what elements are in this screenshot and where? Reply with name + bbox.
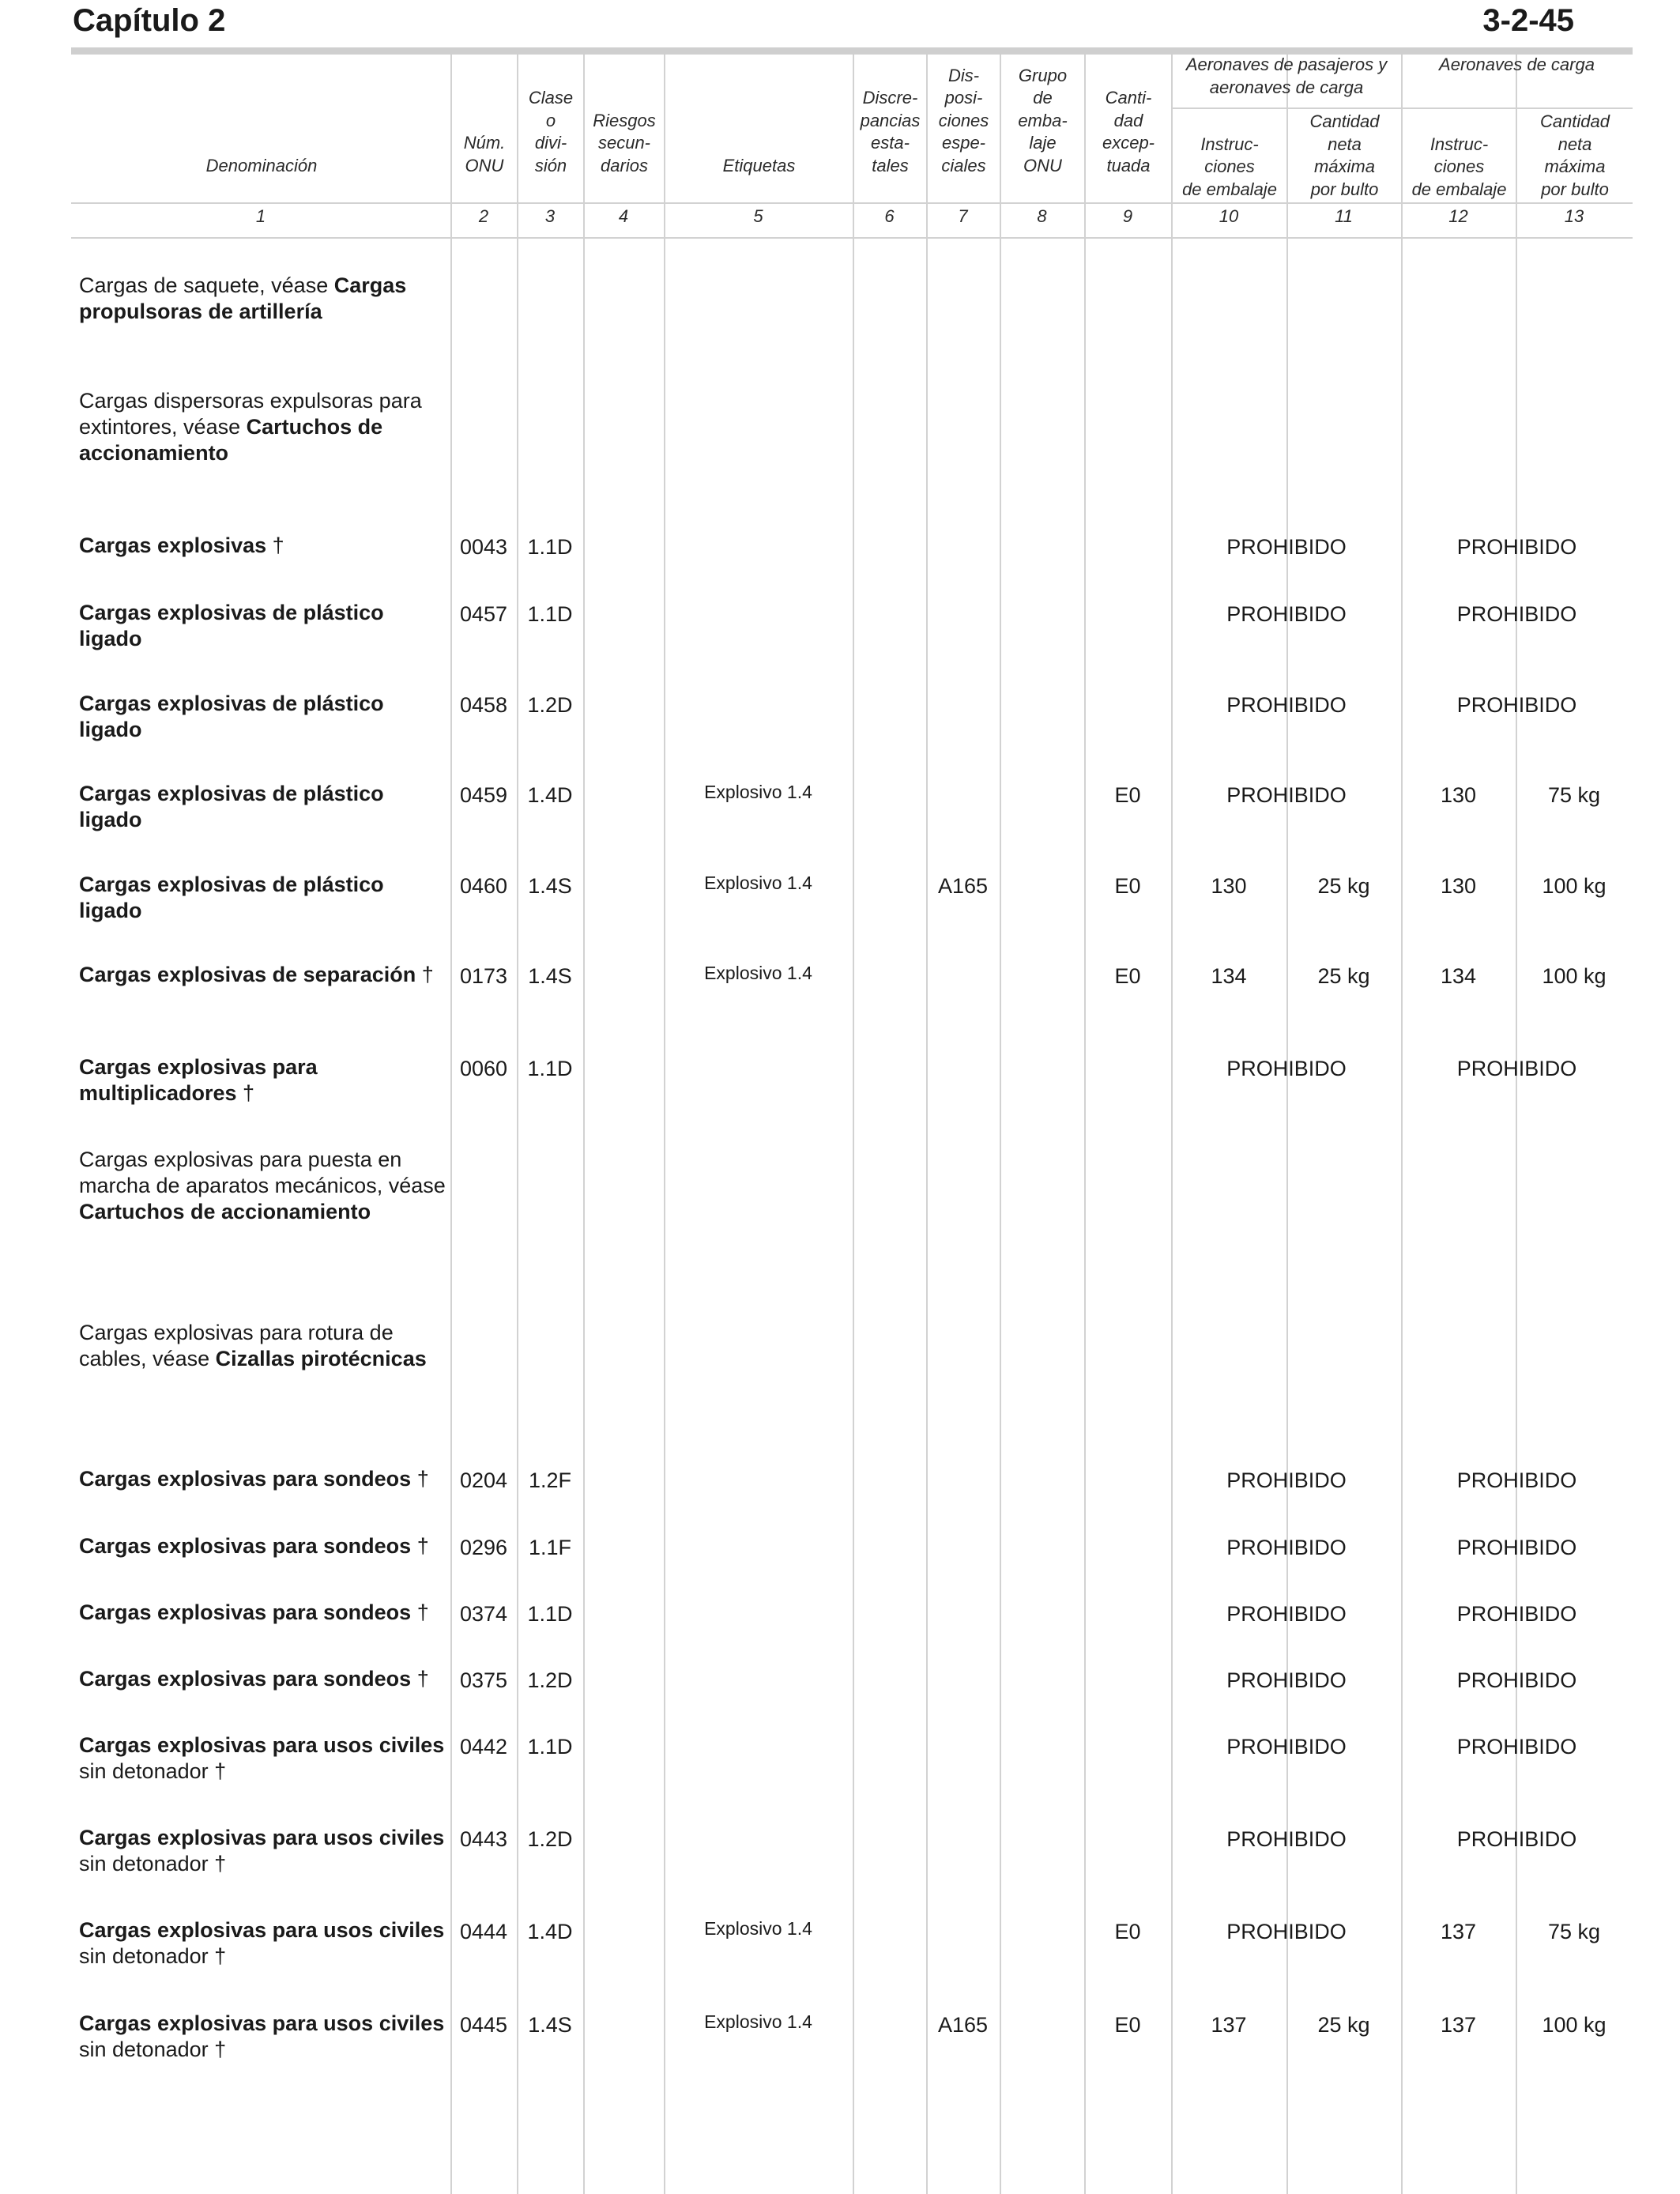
column-number: 9: [1122, 206, 1133, 226]
group-header-pax: Aeronaves de pasajeros y aeronaves de carga: [1185, 55, 1388, 97]
class-division: 1.4S: [528, 964, 572, 988]
entry-name: Cargas explosivas para sondeos †: [79, 1534, 429, 1558]
cargo-prohibited: PROHIBIDO: [1456, 1827, 1577, 1851]
class-division: 1.1F: [528, 1536, 572, 1559]
column-divider: [1286, 55, 1288, 2194]
class-division: 1.1D: [527, 1735, 573, 1759]
pax-prohibited: PROHIBIDO: [1226, 1057, 1347, 1080]
entry-name: Cargas explosivas para rotura de cables, véase Cizallas pirotécnicas: [79, 1321, 427, 1370]
column-header: Riesgos secun- darios: [593, 110, 656, 175]
entry-name: Cargas explosivas para usos civiles sin detonador †: [79, 1918, 445, 1968]
un-number: 0043: [459, 535, 508, 559]
column-number: 7: [958, 206, 968, 226]
column-divider: [664, 55, 665, 2194]
class-division: 1.1D: [527, 602, 573, 626]
class-division: 1.4S: [528, 874, 572, 898]
class-division: 1.4D: [527, 783, 573, 807]
column-number: 10: [1219, 206, 1239, 226]
un-number: 0060: [459, 1057, 508, 1080]
un-number: 0375: [459, 1668, 508, 1692]
cargo-prohibited: PROHIBIDO: [1456, 1602, 1577, 1626]
cargo-prohibited: PROHIBIDO: [1456, 535, 1577, 559]
entry-name: Cargas explosivas †: [79, 533, 284, 557]
entry-name: Cargas explosivas para sondeos †: [79, 1667, 429, 1691]
excepted-quantity: E0: [1114, 2013, 1141, 2037]
un-number: 0457: [459, 602, 508, 626]
un-number: 0442: [459, 1735, 508, 1759]
cargo-prohibited: PROHIBIDO: [1456, 1536, 1577, 1559]
pax-prohibited: PROHIBIDO: [1226, 1668, 1347, 1692]
cargo-packing-instruction: 130: [1440, 874, 1477, 898]
header-bottom-rule: [71, 202, 1633, 204]
group-header-cargo: Aeronaves de carga: [1439, 55, 1595, 74]
column-divider: [926, 55, 928, 2194]
cargo-prohibited: PROHIBIDO: [1456, 693, 1577, 717]
label-cell: Explosivo 1.4: [704, 1918, 812, 1939]
column-divider: [517, 55, 518, 2194]
column-divider: [450, 55, 452, 2194]
excepted-quantity: E0: [1114, 1920, 1141, 1943]
column-number: 6: [884, 206, 895, 226]
column-header: Cantidad neta máxima por bulto: [1539, 111, 1610, 199]
class-division: 1.1D: [527, 1057, 573, 1080]
cargo-max-quantity: 100 kg: [1542, 2013, 1607, 2037]
entry-name: Cargas explosivas de plástico ligado: [79, 601, 384, 650]
cargo-prohibited: PROHIBIDO: [1456, 1468, 1577, 1492]
class-division: 1.2D: [527, 1668, 573, 1692]
un-number: 0443: [459, 1827, 508, 1851]
pax-max-quantity: 25 kg: [1317, 874, 1370, 898]
entry-name: Cargas explosivas para usos civiles sin detonador †: [79, 2011, 445, 2061]
page-header: [71, 0, 1609, 47]
pax-prohibited: PROHIBIDO: [1226, 1536, 1347, 1559]
excepted-quantity: E0: [1114, 783, 1141, 807]
column-divider: [1401, 55, 1403, 2194]
group-header-rule: [1171, 107, 1633, 109]
class-division: 1.1D: [527, 535, 573, 559]
entry-name: Cargas explosivas para usos civiles sin detonador †: [79, 1826, 445, 1875]
pax-prohibited: PROHIBIDO: [1226, 1827, 1347, 1851]
column-divider: [1171, 55, 1173, 2194]
pax-packing-instruction: 134: [1211, 964, 1247, 988]
cargo-prohibited: PROHIBIDO: [1456, 1057, 1577, 1080]
excepted-quantity: E0: [1114, 874, 1141, 898]
entry-name: Cargas explosivas de plástico ligado: [79, 873, 384, 922]
column-header: Discre- pancias esta- tales: [860, 88, 921, 175]
column-divider: [1516, 55, 1517, 2194]
entry-name: Cargas explosivas de separación †: [79, 963, 434, 986]
label-cell: Explosivo 1.4: [704, 873, 812, 893]
column-header: Grupo de emba- laje ONU: [1018, 65, 1068, 175]
pax-prohibited: PROHIBIDO: [1226, 535, 1347, 559]
column-header: Cantidad neta máxima por bulto: [1309, 111, 1380, 199]
label-cell: Explosivo 1.4: [704, 782, 812, 802]
entry-name: Cargas explosivas para puesta en marcha de aparatos mecánicos, véase Cartuchos de accionamiento: [79, 1148, 446, 1223]
cargo-packing-instruction: 130: [1440, 783, 1477, 807]
page-number: 3-2-45: [1482, 3, 1574, 38]
column-number: 1: [255, 206, 266, 226]
cargo-prohibited: PROHIBIDO: [1456, 1668, 1577, 1692]
column-header: Denominación: [205, 155, 318, 175]
un-number: 0374: [459, 1602, 508, 1626]
column-number: 13: [1564, 206, 1584, 226]
entry-name: Cargas explosivas para multiplicadores †: [79, 1055, 318, 1105]
cargo-prohibited: PROHIBIDO: [1456, 1735, 1577, 1759]
entry-name: Cargas explosivas de plástico ligado: [79, 692, 384, 741]
cargo-max-quantity: 75 kg: [1547, 1920, 1601, 1943]
pax-packing-instruction: 130: [1211, 874, 1247, 898]
class-division: 1.4S: [528, 2013, 572, 2037]
column-number: 5: [753, 206, 763, 226]
column-divider: [853, 55, 854, 2194]
label-cell: Explosivo 1.4: [704, 963, 812, 983]
un-number: 0204: [459, 1468, 508, 1492]
column-header: Canti- dad excep- tuada: [1102, 88, 1155, 175]
entry-name: Cargas explosivas para sondeos †: [79, 1467, 429, 1491]
class-division: 1.1D: [527, 1602, 573, 1626]
cargo-max-quantity: 100 kg: [1542, 964, 1607, 988]
entry-name: Cargas dispersoras expulsoras para extintores, véase Cartuchos de accionamiento: [79, 389, 422, 465]
column-number: 11: [1335, 206, 1353, 226]
pax-packing-instruction: 137: [1211, 2013, 1247, 2037]
column-divider: [1000, 55, 1001, 2194]
pax-prohibited: PROHIBIDO: [1226, 1920, 1347, 1943]
column-number: 2: [478, 206, 489, 226]
cargo-max-quantity: 100 kg: [1542, 874, 1607, 898]
entry-name: Cargas de saquete, véase Cargas propulsoras de artillería: [79, 273, 407, 323]
pax-prohibited: PROHIBIDO: [1226, 1468, 1347, 1492]
un-number: 0459: [459, 783, 508, 807]
column-number: 3: [544, 206, 556, 226]
column-header: Instruc- ciones de embalaje: [1411, 134, 1507, 199]
class-division: 1.4D: [527, 1920, 573, 1943]
column-number: 8: [1037, 206, 1047, 226]
column-header: Etiquetas: [722, 155, 796, 175]
special-provision: A165: [937, 874, 989, 898]
class-division: 1.2D: [527, 693, 573, 717]
pax-prohibited: PROHIBIDO: [1226, 783, 1347, 807]
column-number-rule: [71, 237, 1633, 239]
un-number: 0460: [459, 874, 508, 898]
pax-prohibited: PROHIBIDO: [1226, 602, 1347, 626]
column-number: 4: [618, 206, 629, 226]
special-provision: A165: [937, 2013, 989, 2037]
entry-name: Cargas explosivas para usos civiles sin detonador †: [79, 1733, 445, 1783]
column-header: Núm. ONU: [463, 133, 506, 175]
pax-prohibited: PROHIBIDO: [1226, 693, 1347, 717]
cargo-packing-instruction: 137: [1440, 2013, 1477, 2037]
pax-max-quantity: 25 kg: [1317, 2013, 1370, 2037]
class-division: 1.2F: [528, 1468, 572, 1492]
column-header: Instruc- ciones de embalaje: [1182, 134, 1277, 199]
un-number: 0296: [459, 1536, 508, 1559]
un-number: 0445: [459, 2013, 508, 2037]
cargo-prohibited: PROHIBIDO: [1456, 602, 1577, 626]
cargo-packing-instruction: 137: [1440, 1920, 1477, 1943]
column-number: 12: [1448, 206, 1468, 226]
pax-prohibited: PROHIBIDO: [1226, 1602, 1347, 1626]
entry-name: Cargas explosivas para sondeos †: [79, 1600, 429, 1624]
un-number: 0173: [459, 964, 508, 988]
label-cell: Explosivo 1.4: [704, 2011, 812, 2032]
excepted-quantity: E0: [1114, 964, 1141, 988]
un-number: 0458: [459, 693, 508, 717]
column-header: Clase o divi- sión: [528, 88, 574, 175]
cargo-max-quantity: 75 kg: [1547, 783, 1601, 807]
chapter-title: Capítulo 2: [73, 3, 226, 38]
column-header: Dis- posi- ciones espe- ciales: [938, 65, 989, 175]
un-number: 0444: [459, 1920, 508, 1943]
pax-prohibited: PROHIBIDO: [1226, 1735, 1347, 1759]
pax-max-quantity: 25 kg: [1317, 964, 1370, 988]
column-divider: [583, 55, 585, 2194]
class-division: 1.2D: [527, 1827, 573, 1851]
column-divider: [1084, 55, 1086, 2194]
cargo-packing-instruction: 134: [1440, 964, 1477, 988]
entry-name: Cargas explosivas de plástico ligado: [79, 782, 384, 831]
